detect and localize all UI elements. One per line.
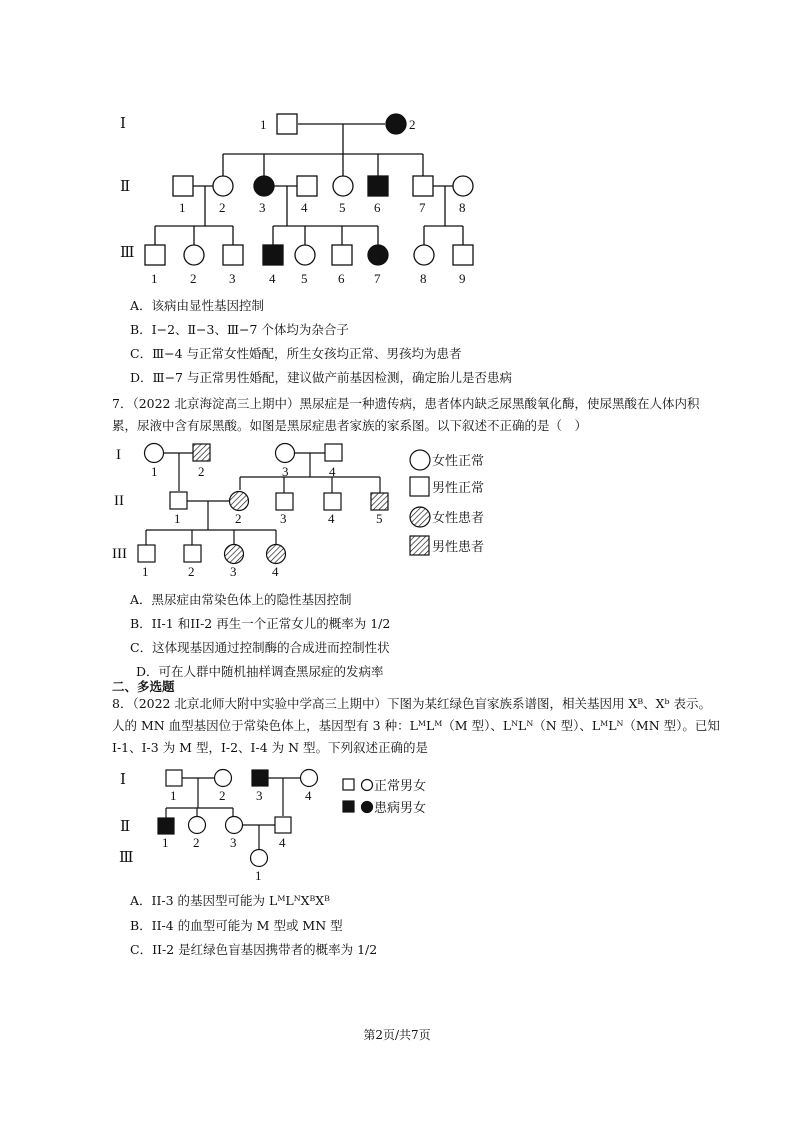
q8-stem-line2: 人的 MN 血型基因位于常染色体上，基因型有 3 种：LᴹLᴹ（M 型）、LᴺLᴺ（N 型）、LᴹLᴺ（MN 型）。已知 — [112, 718, 720, 733]
q6-num: 1 — [260, 117, 267, 132]
q8-num: 3 — [230, 835, 237, 850]
q6-num: 6 — [374, 200, 381, 215]
q7-num: 3 — [282, 464, 289, 479]
pedigree-q8 — [0, 765, 794, 883]
q6-num: 2 — [190, 271, 197, 286]
q7-legend-label: 女性患者 — [432, 510, 485, 525]
q6-num: 7 — [419, 200, 426, 215]
q6-II-8-female-normal — [453, 176, 473, 196]
q6-II-2-female-normal — [213, 176, 233, 196]
q7-num: 4 — [329, 464, 336, 479]
q8-option-c: C．II-2 是红绿色盲基因携带者的概率为 1/2 — [130, 942, 378, 957]
q6-III-5-female-normal — [295, 245, 315, 265]
q6-num: 8 — [459, 200, 466, 215]
q8-num: 2 — [193, 835, 200, 850]
q6-option-b: B．Ⅰ−2、Ⅱ−3、Ⅲ−7 个体均为杂合子 — [130, 322, 349, 337]
page-footer: 第2页/共7页 — [363, 1028, 431, 1042]
q7-num: 3 — [280, 511, 287, 526]
q6-III-4-male-affected — [263, 245, 283, 265]
q8-I-3-male-affected — [252, 770, 268, 786]
q6-II-1-male-normal — [173, 176, 193, 196]
q7-option-b: B．II-1 和II-2 再生一个正常女儿的概率为 1/2 — [130, 616, 391, 631]
q6-III-6-male-normal — [332, 245, 352, 265]
q7-I-3-female-normal — [276, 444, 295, 463]
q7-stem-line2: 累，尿液中含有尿黑酸。如图是黑尿症患者家族的家系图。以下叙述不正确的是（ ） — [112, 418, 588, 433]
q6-option-d: D．Ⅲ−7 与正常男性婚配，建议做产前基因检测，确定胎儿是否患病 — [130, 370, 512, 385]
q7-I-1-female-normal — [145, 444, 164, 463]
q6-III-9-male-normal — [453, 245, 473, 265]
q7-III-1-male-normal — [138, 545, 155, 562]
q8-num: 2 — [219, 788, 226, 803]
q7-num: 4 — [272, 564, 279, 579]
q8-III-1-female-normal — [251, 850, 268, 867]
q7-III-3-female-affected — [225, 545, 244, 564]
q8-I-1-male-normal — [166, 770, 182, 786]
q6-III-8-female-normal — [414, 245, 434, 265]
q8-II-4-male-normal — [275, 817, 291, 833]
q6-I-2-female-affected — [386, 114, 406, 134]
q7-II-2-female-affected — [230, 492, 249, 511]
q7-III-2-male-normal — [184, 545, 201, 562]
q8-num: 3 — [256, 788, 263, 803]
q6-num: 3 — [229, 271, 236, 286]
q7-stem-line1: 7．（2022 北京海淀高三上期中）黑尿症是一种遗传病，患者体内缺乏尿黑酸氧化酶，使尿黑酸在人体内积 — [112, 396, 700, 411]
q7-num: 1 — [151, 464, 158, 479]
q6-II-5-female-normal — [333, 176, 353, 196]
q7-num: 2 — [198, 464, 205, 479]
q6-num: 2 — [219, 200, 226, 215]
q8-I-2-female-normal — [215, 770, 232, 787]
q7-num: 5 — [376, 511, 383, 526]
q6-option-c: C．Ⅲ−4 与正常女性婚配，所生女孩均正常、男孩均为患者 — [130, 346, 462, 361]
q8-num: 1 — [255, 868, 262, 883]
gen-label-I: I — [116, 447, 121, 463]
q8-num: 1 — [170, 788, 177, 803]
q6-num: 1 — [179, 200, 186, 215]
q6-I-1-male-normal — [277, 114, 297, 134]
gen-label-II: Ⅱ — [120, 179, 131, 195]
q7-option-c: C．这体现基因通过控制酶的合成进而控制性状 — [130, 640, 390, 655]
q7-num: 1 — [142, 564, 149, 579]
q7-II-4-male-normal — [324, 493, 341, 510]
section-title: 二、多选题 — [112, 679, 175, 694]
q7-legend-label: 男性患者 — [432, 539, 485, 554]
pedigree-q7 — [0, 438, 794, 588]
gen-label-II: II — [114, 493, 124, 509]
q7-I-2-male-affected — [193, 444, 210, 461]
q7-num: 2 — [188, 564, 195, 579]
q6-II-3-female-affected — [254, 176, 274, 196]
q6-III-1-male-normal — [145, 245, 165, 265]
gen-label-I: Ⅰ — [120, 772, 126, 788]
pedigree-q6 — [0, 100, 794, 295]
q6-III-3-male-normal — [223, 245, 243, 265]
q7-legend-label: 男性正常 — [432, 480, 485, 495]
q7-legend — [410, 450, 430, 555]
q8-I-4-female-normal — [301, 770, 318, 787]
q6-num: 2 — [409, 117, 416, 132]
q7-legend-label: 女性正常 — [432, 453, 485, 468]
q8-stem-line1: 8．（2022 北京北师大附中实验中学高三上期中）下图为某红绿色盲家族系谱图，相关基因用 Xᴮ、Xᵇ 表示。 — [112, 696, 712, 711]
q7-option-d: D．可在人群中随机抽样调查黑尿症的发病率 — [136, 664, 384, 679]
q8-II-1-male-affected — [158, 818, 174, 834]
gen-label-II: Ⅱ — [120, 819, 131, 835]
q8-stem-line3: I-1、I-3 为 M 型，I-2、I-4 为 N 型。下列叙述正确的是 — [112, 740, 429, 755]
q6-num: 3 — [259, 200, 266, 215]
q6-num: 8 — [420, 271, 427, 286]
q7-II-1-male-normal — [170, 492, 187, 509]
q6-num: 6 — [338, 271, 345, 286]
q8-II-3-female-normal — [226, 817, 243, 834]
gen-label-III: Ⅲ — [120, 245, 135, 261]
q7-num: 3 — [230, 564, 237, 579]
q6-III-2-female-normal — [184, 245, 204, 265]
q6-num: 4 — [301, 200, 308, 215]
q6-num: 4 — [269, 271, 276, 286]
q7-option-a: A．黑尿症由常染色体上的隐性基因控制 — [130, 592, 352, 607]
q6-II-7-male-normal — [413, 176, 433, 196]
q8-option-b: B．II-4 的血型可能为 M 型或 MN 型 — [130, 918, 343, 933]
q6-num: 1 — [151, 271, 158, 286]
q8-II-2-female-normal — [189, 817, 206, 834]
q6-num: 5 — [301, 271, 308, 286]
q8-num: 4 — [279, 835, 286, 850]
q8-legend — [343, 779, 373, 813]
gen-label-I: Ⅰ — [120, 116, 126, 132]
q6-num: 9 — [459, 271, 466, 286]
q8-num: 1 — [162, 835, 169, 850]
q8-legend-label: 患病男女 — [374, 800, 427, 815]
q6-II-4-male-normal — [297, 176, 317, 196]
q7-num: 4 — [328, 511, 335, 526]
q6-num: 7 — [374, 271, 381, 286]
q7-num: 2 — [235, 511, 242, 526]
q7-II-5-male-affected — [371, 493, 388, 510]
q6-num: 5 — [339, 200, 346, 215]
q7-II-3-male-normal — [276, 493, 293, 510]
gen-label-III: III — [112, 546, 127, 562]
q8-legend-label: 正常男女 — [374, 778, 427, 793]
gen-label-III: Ⅲ — [119, 850, 134, 866]
q7-I-4-male-normal — [325, 444, 342, 461]
q6-III-7-female-affected — [368, 245, 388, 265]
q7-III-4-female-affected — [267, 545, 286, 564]
q6-II-6-male-affected — [368, 176, 388, 196]
q7-num: 1 — [174, 511, 181, 526]
q8-option-a: A．II-3 的基因型可能为 LᴹLᴺXᴮXᴮ — [130, 893, 330, 908]
q8-num: 4 — [305, 788, 312, 803]
q6-option-a: A．该病由显性基因控制 — [130, 298, 265, 313]
